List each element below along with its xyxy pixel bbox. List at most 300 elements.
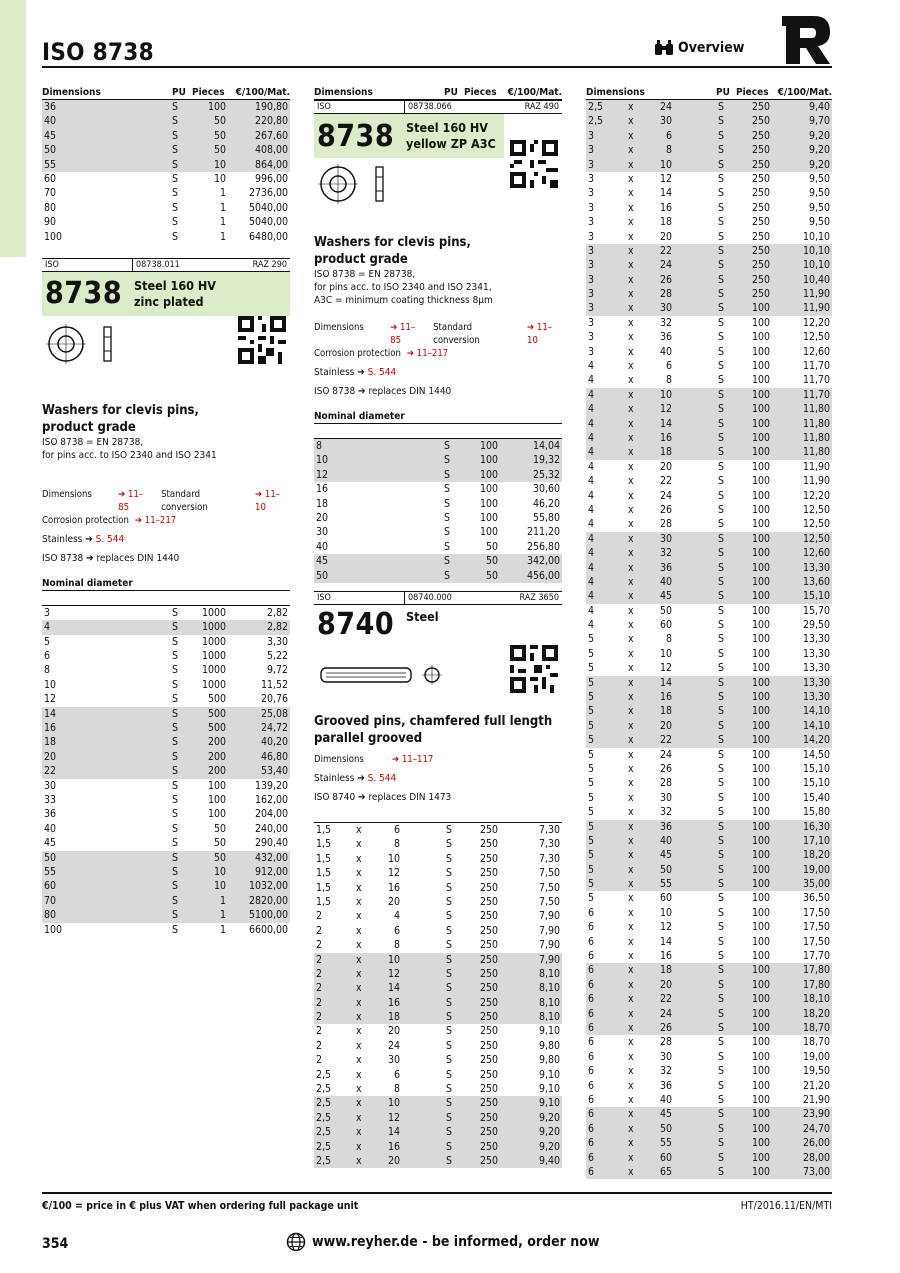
price-cell: 18,20	[802, 1007, 830, 1020]
table-row	[314, 1039, 562, 1053]
spacer	[672, 632, 718, 646]
price-cell: 11,90	[802, 302, 830, 315]
pu-cell: S	[718, 1137, 724, 1150]
table-row	[42, 143, 290, 157]
times-cell: x	[628, 892, 634, 905]
pu-cell: S	[446, 996, 452, 1009]
times-cell: x	[628, 676, 634, 689]
price-cell: 290,40	[254, 837, 288, 850]
price-cell: 6600,00	[248, 923, 288, 936]
price-cell: 17,80	[802, 964, 830, 977]
diameter-cell: 6	[588, 964, 595, 977]
pu-cell: S	[718, 201, 724, 214]
times-cell: x	[356, 852, 362, 865]
spacer	[672, 489, 718, 503]
pieces-cell: 100	[751, 834, 770, 847]
pu-cell: S	[718, 316, 724, 329]
price-cell: 30,60	[532, 483, 560, 496]
table-row	[42, 215, 290, 229]
pieces-cell: 250	[479, 852, 498, 865]
diameter-cell: 6	[588, 978, 595, 991]
table-row	[586, 1151, 832, 1165]
times-cell: x	[628, 1093, 634, 1106]
pieces-cell: 50	[213, 851, 226, 864]
length-cell: 10	[659, 647, 672, 660]
times-cell: x	[628, 503, 634, 516]
price-cell: 24,70	[802, 1122, 830, 1135]
table-row	[42, 201, 290, 215]
overview-link[interactable]	[654, 40, 744, 56]
pu-cell: S	[718, 561, 724, 574]
dimension-cell: 45	[44, 837, 57, 850]
dimensions-ref-link[interactable]: ➔ 11–85	[390, 322, 416, 346]
length-cell: 18	[659, 964, 672, 977]
diameter-cell: 5	[588, 791, 595, 804]
dimensions-ref-link[interactable]: ➔ 11–117	[392, 753, 434, 765]
diameter-cell: 4	[588, 374, 595, 387]
std-conversion-link[interactable]: ➔ 11–10	[527, 322, 553, 346]
price-cell: 46,80	[260, 750, 288, 763]
times-cell: x	[356, 1140, 362, 1153]
diameter-cell: 1,5	[316, 838, 332, 851]
price-cell: 9,10	[538, 1068, 560, 1081]
table-row	[586, 402, 832, 416]
pu-cell: S	[444, 483, 450, 496]
spacer	[672, 503, 718, 517]
right-column: Dimensions PU Pieces €/100/Mat. 2,5 x 24 S 250 9,40 2,5 x 30 S 250 9,70 3 x 6 S 250 9,20 3 x 8 S 250 9,20 3 x 10 S 250 9,20 3 x 12 S 250 9,50 3 x 14 S 250 9,50 3 x 16 S 250 9,50 3 x 18 S 250 9,50 3 x 20 S 250 10,10 3 x 22 S 250 10,10 3 x 24 S 250 10,10 3 x 26 S 250 10,40 3 x 28 S 250 11,90 3 x 30 S 100 11,90 3 x 32 S 100 12,20 3 x 36 S 100 12,50 3 x 40 S 100 12,60 4 x 6 S 100 11,70 4 x 8 S 100 11,70 4 x 10 S 100 11,70 4 x 12 S 100 11,80 4 x 14 S 100 11,80 4 x 16 S 100 11,80 4 x 18 S 100 11,80 4 x 20 S 100 11,90 4 x 22 S 100 11,90 4 x 24 S 100 12,20 4 x 26 S 100 12,50 4 x 28 S 100 12,50 4 x 30 S 100 12,50 4 x 32 S 100 12,60 4 x 36 S 100 13,30 4 x 40 S 100 13,60 4 x 45 S 100 15,10 4 x 50 S 100 15,70 4 x 60 S 100 29,50 5 x 8 S 100 13,30 5 x 10 S 100 13,30 5 x 12 S 100 13,30 5 x 14 S 100 13,30 5 x 16 S 100 13,30 5 x 18 S 100 14,10 5 x 20 S 100 14,10 5 x 22 S 100 14,20 5 x 24 S 100 14,50 5 x 26 S 100 15,10 5 x 28 S 100 15,10 5 x 30 S 100 15,40 5 x 32 S 100 15,80 5 x 36 S 100 16,30 5 x 40 S 100 17,10 5 x 45 S 100 18,20 5 x 50 S 100 19,00 5 x 55 S 100 35,00 5 x 60 S 100 36,50 6 x 10 S 100 17,50 6 x 12 S 100 17,50 6 x 14 S 100 17,50 6 x 16 S 100 17,70 6 x 18 S 100 17,80 6 x 20 S 100 17,80 6 x 22 S 100 18,10 6 x 24 S 100 18,20 6 x 26 S 100 18,70 6 x 28 S 100 18,70 6 x 30 S 100 19,00 6 x 32 S 100 19,50 6 x 36 S 100 21,20 6 x 40 S 100 21,90 6 x 45 S 100 23,90 6 x 50 S 100 24,70 6 x 55 S 100 26,00 6 x 60 S 100 28,00 6 x 65 S 100 73,00	[586, 87, 832, 1178]
times-cell: x	[356, 1025, 362, 1038]
diameter-cell: 2	[316, 1025, 323, 1038]
table-row	[314, 453, 562, 467]
price-cell: 6480,00	[248, 230, 288, 243]
table-row	[42, 908, 290, 922]
diameter-cell: 6	[588, 993, 595, 1006]
pin-table	[314, 822, 562, 1168]
price-cell: 13,30	[802, 676, 830, 689]
pieces-cell: 250	[479, 1154, 498, 1167]
price-cell: 12,50	[802, 503, 830, 516]
pieces-cell: 100	[751, 374, 770, 387]
table-row	[586, 460, 832, 474]
pieces-cell: 250	[751, 244, 770, 257]
length-cell: 24	[387, 1039, 400, 1052]
diameter-cell: 2	[316, 910, 323, 923]
table-row	[586, 417, 832, 431]
pieces-cell: 200	[207, 750, 226, 763]
qr-code-icon[interactable]	[238, 316, 286, 364]
dimension-cell: 50	[316, 569, 329, 582]
pieces-cell: 200	[207, 736, 226, 749]
spacer	[400, 938, 446, 952]
dimension-cell: 5	[44, 635, 51, 648]
price-cell: 3,30	[266, 635, 288, 648]
times-cell: x	[628, 129, 634, 142]
table-row	[586, 431, 832, 445]
spacer	[672, 906, 718, 920]
diameter-cell: 5	[588, 676, 595, 689]
pieces-cell: 100	[751, 1137, 770, 1150]
dimensions-ref-link[interactable]: ➔ 11–85	[118, 488, 144, 513]
price-cell: 28,00	[802, 1151, 830, 1164]
length-cell: 8	[393, 1083, 400, 1096]
table-row	[42, 620, 290, 634]
pu-cell: S	[446, 1025, 452, 1038]
table-row	[586, 143, 832, 157]
pu-cell: S	[718, 388, 724, 401]
table-row	[314, 482, 562, 496]
pieces-cell: 100	[751, 719, 770, 732]
table-row	[586, 877, 832, 891]
pu-cell: S	[446, 895, 452, 908]
pu-cell: S	[718, 1093, 724, 1106]
diameter-cell: 2,5	[588, 115, 604, 128]
qr-code-icon[interactable]	[510, 140, 558, 188]
table-row	[586, 301, 832, 315]
table-row	[586, 618, 832, 632]
diameter-cell: 2	[316, 982, 323, 995]
pu-cell: S	[172, 722, 178, 735]
length-cell: 24	[659, 259, 672, 272]
pieces-cell: 100	[751, 662, 770, 675]
length-cell: 60	[659, 1151, 672, 1164]
dimension-cell: 30	[44, 779, 57, 792]
diameter-cell: 3	[588, 172, 595, 185]
pu-cell: S	[718, 129, 724, 142]
spacer	[672, 748, 718, 762]
pieces-cell: 250	[479, 1097, 498, 1110]
spacer	[400, 1125, 446, 1139]
price-cell: 11,70	[802, 374, 830, 387]
diameter-cell: 2,5	[316, 1097, 332, 1110]
spacer	[672, 762, 718, 776]
qr-code-icon[interactable]	[510, 645, 558, 693]
dimension-cell: 14	[44, 707, 57, 720]
length-cell: 65	[659, 1165, 672, 1178]
times-cell: x	[628, 144, 634, 157]
price-cell: 11,52	[260, 678, 288, 691]
table-row	[586, 834, 832, 848]
diameter-cell: 4	[588, 388, 595, 401]
times-cell: x	[628, 446, 634, 459]
table-row	[586, 186, 832, 200]
diameter-cell: 5	[588, 834, 595, 847]
length-cell: 30	[387, 1054, 400, 1067]
diameter-cell: 2	[316, 1039, 323, 1052]
times-cell: x	[628, 547, 634, 560]
pu-cell: S	[718, 1151, 724, 1164]
length-cell: 16	[387, 1140, 400, 1153]
length-cell: 10	[659, 906, 672, 919]
pu-cell: S	[172, 736, 178, 749]
table-row	[586, 345, 832, 359]
spacer	[672, 460, 718, 474]
diameter-cell: 1,5	[316, 824, 332, 836]
times-cell: x	[628, 604, 634, 617]
diameter-cell: 6	[588, 935, 595, 948]
pieces-cell: 250	[479, 953, 498, 966]
spacer	[672, 201, 718, 215]
diameter-cell: 2,5	[316, 1068, 332, 1081]
spacer	[672, 129, 718, 143]
spacer	[400, 1082, 446, 1096]
pieces-cell: 1000	[201, 606, 226, 619]
spacer	[672, 1007, 718, 1021]
spacer	[672, 1093, 718, 1107]
spacer	[400, 895, 446, 909]
times-cell: x	[356, 996, 362, 1009]
price-cell: 11,80	[802, 431, 830, 444]
spacer	[672, 330, 718, 344]
times-cell: x	[356, 910, 362, 923]
spacer	[672, 618, 718, 632]
table-row	[586, 489, 832, 503]
pu-cell: S	[718, 360, 724, 373]
length-cell: 20	[659, 460, 672, 473]
table-row	[586, 373, 832, 387]
table-row	[586, 100, 832, 114]
table-row	[42, 807, 290, 821]
pieces-cell: 100	[479, 511, 498, 524]
pieces-cell: 1	[219, 201, 226, 214]
table-row	[314, 1024, 562, 1038]
times-cell: x	[356, 1097, 362, 1110]
times-cell: x	[628, 777, 634, 790]
table-row	[586, 230, 832, 244]
pieces-cell: 250	[479, 1011, 498, 1024]
spacer	[672, 345, 718, 359]
length-cell: 16	[659, 201, 672, 214]
spacer	[400, 823, 446, 837]
footer-url-link[interactable]: www.reyher.de - be informed, order now	[286, 1232, 600, 1252]
pu-cell: S	[446, 838, 452, 851]
table-row	[586, 445, 832, 459]
table-row	[586, 978, 832, 992]
spacer	[672, 920, 718, 934]
times-cell: x	[356, 1154, 362, 1167]
price-cell: 9,20	[538, 1111, 560, 1124]
pieces-cell: 1	[219, 923, 226, 936]
pu-cell: S	[172, 664, 178, 677]
table-row	[586, 748, 832, 762]
spacer	[672, 719, 718, 733]
pieces-cell: 250	[479, 967, 498, 980]
times-cell: x	[628, 647, 634, 660]
table-row	[586, 1136, 832, 1150]
dimension-cell: 3	[44, 606, 51, 619]
spacer	[672, 704, 718, 718]
left-table	[42, 605, 290, 937]
times-cell: x	[628, 878, 634, 891]
table-row	[586, 258, 832, 272]
times-cell: x	[628, 719, 634, 732]
pieces-cell: 100	[479, 526, 498, 539]
pu-cell: S	[446, 881, 452, 894]
pieces-cell: 100	[751, 734, 770, 747]
length-cell: 36	[659, 561, 672, 574]
pu-cell: S	[718, 230, 724, 243]
diameter-cell: 5	[588, 762, 595, 775]
spacer	[400, 852, 446, 866]
price-cell: 18,20	[802, 849, 830, 862]
times-cell: x	[628, 187, 634, 200]
diameter-cell: 5	[588, 705, 595, 718]
table-row	[586, 273, 832, 287]
pu-cell: S	[444, 569, 450, 582]
length-cell: 32	[659, 316, 672, 329]
times-cell: x	[628, 489, 634, 502]
pieces-cell: 100	[751, 950, 770, 963]
table-row	[42, 851, 290, 865]
table-row	[314, 881, 562, 895]
price-cell: 2,82	[266, 606, 288, 619]
diameter-cell: 3	[588, 158, 595, 171]
table-row	[586, 129, 832, 143]
table-row	[586, 704, 832, 718]
pieces-cell: 250	[751, 187, 770, 200]
pu-cell: S	[718, 273, 724, 286]
times-cell: x	[628, 662, 634, 675]
times-cell: x	[628, 993, 634, 1006]
stainless-link[interactable]: S. 544	[367, 772, 397, 784]
dimension-cell: 16	[316, 483, 329, 496]
times-cell: x	[628, 935, 634, 948]
price-cell: 18,70	[802, 1036, 830, 1049]
stainless-link[interactable]: S. 544	[367, 367, 397, 378]
price-cell: 17,10	[802, 834, 830, 847]
spacer	[672, 1079, 718, 1093]
times-cell: x	[356, 1083, 362, 1096]
times-cell: x	[356, 967, 362, 980]
pieces-cell: 1	[219, 216, 226, 229]
pieces-cell: 100	[751, 705, 770, 718]
pieces-cell: 100	[751, 820, 770, 833]
pu-cell: S	[172, 201, 178, 214]
diameter-cell: 2	[316, 924, 323, 937]
price-cell: 9,20	[538, 1140, 560, 1153]
times-cell: x	[628, 1065, 634, 1078]
table-row	[586, 1064, 832, 1078]
pieces-cell: 250	[751, 172, 770, 185]
dimension-cell: 36	[44, 808, 57, 821]
diameter-cell: 2,5	[588, 101, 604, 113]
price-cell: 25,32	[532, 468, 560, 481]
price-cell: 9,40	[538, 1154, 560, 1167]
diameter-cell: 2	[316, 967, 323, 980]
price-cell: 46,20	[532, 497, 560, 510]
price-cell: 11,70	[802, 360, 830, 373]
pieces-cell: 250	[479, 1025, 498, 1038]
table-row	[42, 230, 290, 244]
pu-cell: S	[718, 475, 724, 488]
times-cell: x	[628, 388, 634, 401]
stainless-link[interactable]: S. 544	[95, 533, 125, 545]
diameter-cell: 5	[588, 662, 595, 675]
pieces-cell: 250	[479, 867, 498, 880]
table-row	[586, 791, 832, 805]
pieces-cell: 100	[751, 403, 770, 416]
length-cell: 8	[393, 939, 400, 952]
pieces-cell: 50	[485, 555, 498, 568]
diameter-cell: 5	[588, 849, 595, 862]
price-cell: 220,80	[254, 115, 288, 128]
pu-cell: S	[718, 762, 724, 775]
diameter-cell: 3	[588, 345, 595, 358]
pieces-cell: 100	[751, 1022, 770, 1034]
footer-note: €/100 = price in € plus VAT when ordering full package unit	[42, 1200, 359, 1212]
table-row	[586, 1122, 832, 1136]
pu-cell: S	[172, 158, 178, 171]
length-cell: 6	[393, 1068, 400, 1081]
pieces-cell: 250	[479, 1140, 498, 1153]
price-cell: 10,40	[802, 273, 830, 286]
table-row	[42, 822, 290, 836]
times-cell: x	[628, 244, 634, 257]
times-cell: x	[628, 1108, 634, 1121]
times-cell: x	[628, 705, 634, 718]
dimension-cell: 80	[44, 909, 57, 922]
dimension-cell: 8	[44, 664, 51, 677]
spacer	[672, 215, 718, 229]
spacer	[672, 258, 718, 272]
pieces-cell: 1	[219, 230, 226, 243]
diameter-cell: 2	[316, 1011, 323, 1024]
price-cell: 15,70	[802, 604, 830, 617]
price-cell: 240,00	[254, 822, 288, 835]
diameter-cell: 3	[588, 302, 595, 315]
pieces-cell: 100	[751, 547, 770, 560]
table-row	[314, 525, 562, 539]
length-cell: 12	[659, 662, 672, 675]
diameter-cell: 4	[588, 446, 595, 459]
pu-cell: S	[444, 555, 450, 568]
table-row	[314, 967, 562, 981]
length-cell: 24	[659, 1007, 672, 1020]
length-cell: 55	[659, 1137, 672, 1150]
pieces-cell: 100	[751, 1050, 770, 1063]
pieces-cell: 100	[751, 1065, 770, 1078]
table-row	[586, 1007, 832, 1021]
pu-cell: S	[718, 518, 724, 531]
spacer	[672, 647, 718, 661]
times-cell: x	[356, 867, 362, 880]
pu-cell: S	[446, 1097, 452, 1110]
price-cell: 14,50	[802, 748, 830, 761]
times-cell: x	[628, 561, 634, 574]
diameter-cell: 4	[588, 460, 595, 473]
pieces-cell: 250	[479, 881, 498, 894]
pieces-cell: 50	[213, 129, 226, 142]
corrosion-link[interactable]: ➔ 11–217	[406, 348, 449, 359]
price-cell: 15,80	[802, 806, 830, 819]
spacer	[672, 316, 718, 330]
price-cell: 17,50	[802, 935, 830, 948]
pieces-cell: 100	[751, 892, 770, 905]
price-cell: 9,80	[538, 1039, 560, 1052]
pu-cell: S	[446, 1154, 452, 1167]
pu-cell: S	[718, 1007, 724, 1020]
length-cell: 24	[659, 489, 672, 502]
pieces-cell: 100	[751, 676, 770, 689]
pu-cell: S	[718, 950, 724, 963]
spacer	[672, 431, 718, 445]
std-conversion-link[interactable]: ➔ 11–10	[255, 488, 281, 513]
table-row	[586, 546, 832, 560]
corrosion-link[interactable]: ➔ 11–217	[134, 514, 177, 526]
pu-cell: S	[718, 604, 724, 617]
pu-cell: S	[718, 1079, 724, 1092]
diameter-cell: 6	[588, 1065, 595, 1078]
pieces-cell: 100	[207, 101, 226, 113]
